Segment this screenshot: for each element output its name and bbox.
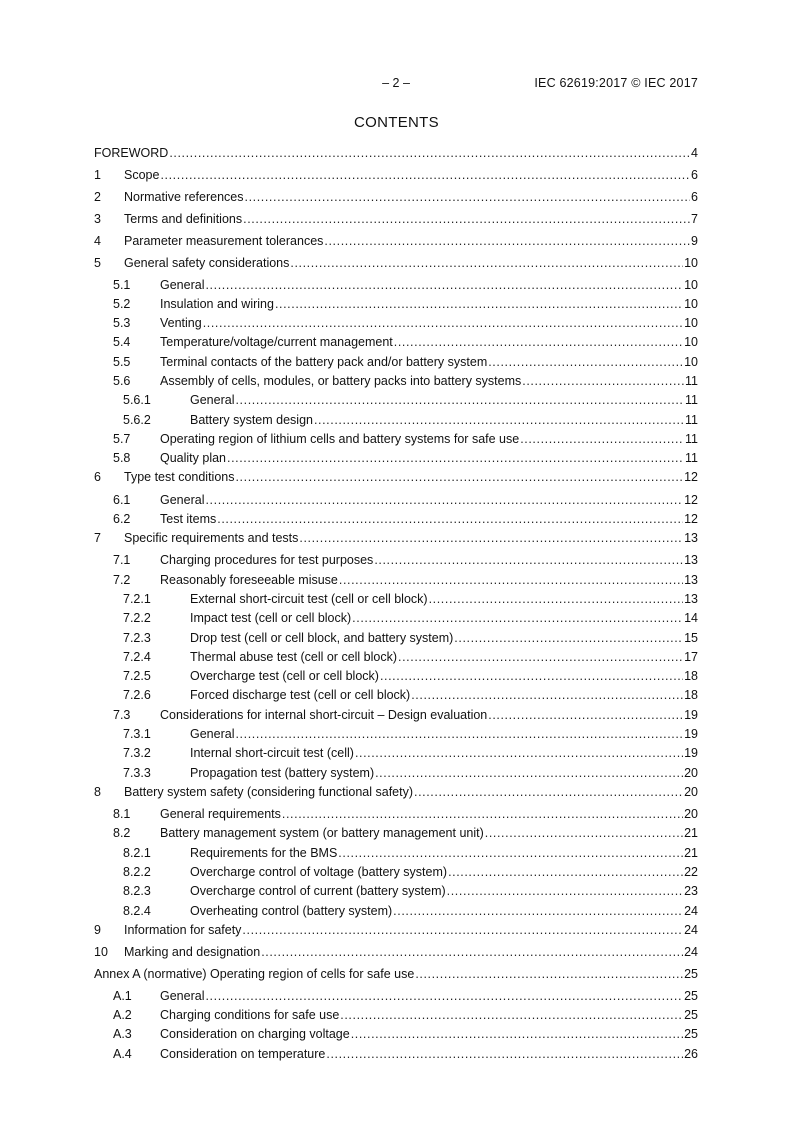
toc-leader-dots (261, 944, 683, 960)
toc-entry[interactable] (94, 450, 698, 466)
toc-entry-page: 13 (684, 592, 698, 606)
toc-leader-dots (245, 189, 691, 205)
toc-entry[interactable] (94, 825, 698, 841)
toc-entry[interactable] (94, 687, 698, 703)
toc-entry[interactable] (94, 145, 698, 161)
toc-entry-title: Impact test (cell or cell block) (190, 611, 352, 625)
toc-entry-page: 4 (691, 146, 698, 160)
toc-entry[interactable] (94, 354, 698, 370)
toc-entry[interactable] (94, 552, 698, 568)
toc-leader-dots (488, 707, 683, 723)
toc-entry-title: Overcharge control of voltage (battery system) (190, 865, 448, 879)
toc-entry-page: 10 (684, 316, 698, 330)
toc-leader-dots (275, 296, 683, 312)
toc-entry[interactable] (94, 315, 698, 331)
toc-entry-number: 10 (94, 945, 108, 959)
toc-entry-number: 8 (94, 785, 101, 799)
toc-leader-dots (205, 988, 683, 1004)
toc-entry-number: 2 (94, 190, 101, 204)
toc-entry-title: Insulation and wiring (160, 297, 274, 311)
toc-entry-number: 6.2 (113, 512, 131, 526)
toc-leader-dots (290, 255, 683, 271)
toc-entry-title: Temperature/voltage/current management (160, 335, 393, 349)
toc-entry-page: 21 (684, 846, 698, 860)
toc-entry-number: 8.2 (113, 826, 131, 840)
toc-entry-title: Overcharge control of current (battery system) (190, 884, 446, 898)
toc-entry-number: 6 (94, 470, 101, 484)
toc-entry-title: External short-circuit test (cell or cell block) (190, 592, 428, 606)
toc-entry-number: 7.2.5 (123, 669, 151, 683)
toc-leader-dots (351, 1026, 683, 1042)
toc-entry[interactable] (94, 630, 698, 646)
toc-entry-page: 15 (684, 631, 698, 645)
toc-entry-page: 18 (684, 669, 698, 683)
toc-entry-title: Propagation test (battery system) (190, 766, 375, 780)
toc-entry-page: 10 (684, 335, 698, 349)
toc-entry[interactable] (94, 668, 698, 684)
toc-leader-dots (415, 966, 683, 982)
toc-entry-number: 7.2.2 (123, 611, 151, 625)
toc-entry-title: General safety considerations (124, 256, 290, 270)
toc-entry-title: Normative references (124, 190, 244, 204)
toc-entry-number: 5.6.1 (123, 393, 151, 407)
toc-entry[interactable] (94, 255, 698, 271)
toc-entry-page: 11 (685, 432, 698, 446)
toc-entry-page: 20 (684, 807, 698, 821)
toc-entry-number: A.1 (113, 989, 132, 1003)
toc-leader-dots (380, 668, 683, 684)
toc-entry-number: 5.7 (113, 432, 131, 446)
toc-entry-title: Terms and definitions (124, 212, 243, 226)
toc-entry-number: 7.3.1 (123, 727, 151, 741)
toc-entry-page: 24 (684, 923, 698, 937)
toc-entry-page: 11 (685, 451, 698, 465)
toc-entry-number: 8.2.4 (123, 904, 151, 918)
toc-entry-page: 12 (684, 512, 698, 526)
toc-entry-title: Reasonably foreseeable misuse (160, 573, 338, 587)
toc-entry-number: 7.2.6 (123, 688, 151, 702)
toc-entry-page: 19 (684, 746, 698, 760)
toc-leader-dots (447, 883, 683, 899)
toc-entry-title: Quality plan (160, 451, 227, 465)
toc-leader-dots (205, 492, 683, 508)
toc-entry-title: General (160, 989, 205, 1003)
toc-entry-page: 17 (684, 650, 698, 664)
toc-entry-page: 6 (691, 168, 698, 182)
toc-entry-page: 12 (684, 493, 698, 507)
toc-entry-page: 11 (685, 413, 698, 427)
toc-entry-title: Operating region of lithium cells and battery systems for safe use (160, 432, 520, 446)
toc-entry-number: 4 (94, 234, 101, 248)
toc-entry-title: Consideration on charging voltage (160, 1027, 350, 1041)
toc-entry-title: FOREWORD (94, 146, 169, 160)
toc-entry-title: Terminal contacts of the battery pack and/or battery system (160, 355, 488, 369)
toc-entry-page: 14 (684, 611, 698, 625)
toc-entry-title: General requirements (160, 807, 281, 821)
toc-entry-page: 7 (691, 212, 698, 226)
page-title: CONTENTS (354, 114, 439, 131)
toc-entry-page: 6 (691, 190, 698, 204)
toc-entry-page: 24 (684, 945, 698, 959)
toc-entry-title: Overcharge test (cell or cell block) (190, 669, 379, 683)
toc-entry-title: General (160, 493, 205, 507)
toc-entry[interactable] (94, 373, 698, 389)
toc-entry-page: 18 (684, 688, 698, 702)
toc-leader-dots (326, 1046, 683, 1062)
toc-leader-dots (393, 903, 683, 919)
toc-entry-page: 10 (684, 355, 698, 369)
toc-entry-page: 10 (684, 256, 698, 270)
toc-entry-page: 10 (684, 278, 698, 292)
toc-entry-number: 5.6 (113, 374, 131, 388)
toc-leader-dots (352, 610, 683, 626)
toc-leader-dots (235, 392, 684, 408)
toc-entry[interactable] (94, 806, 698, 822)
toc-entry[interactable] (94, 864, 698, 880)
toc-entry-page: 13 (684, 531, 698, 545)
toc-entry[interactable] (94, 392, 698, 408)
toc-entry-title: Requirements for the BMS (190, 846, 338, 860)
toc-entry[interactable] (94, 167, 698, 183)
toc-entry[interactable] (94, 1007, 698, 1023)
toc-leader-dots (339, 572, 683, 588)
toc-leader-dots (324, 233, 690, 249)
toc-entry-page: 23 (684, 884, 698, 898)
toc-entry-number: 8.2.3 (123, 884, 151, 898)
toc-entry-number: 9 (94, 923, 101, 937)
toc-entry-page: 19 (684, 708, 698, 722)
toc-entry-page: 25 (684, 967, 698, 981)
toc-leader-dots (235, 726, 683, 742)
toc-entry-page: 12 (684, 470, 698, 484)
toc-entry[interactable] (94, 492, 698, 508)
toc-entry-page: 10 (684, 297, 698, 311)
toc-entry[interactable] (94, 745, 698, 761)
toc-entry-page: 24 (684, 904, 698, 918)
toc-entry[interactable] (94, 845, 698, 861)
toc-entry-page: 13 (684, 573, 698, 587)
toc-entry-title: Overheating control (battery system) (190, 904, 393, 918)
toc-entry-number: 8.2.1 (123, 846, 151, 860)
toc-leader-dots (203, 315, 683, 331)
toc-entry-page: 11 (685, 393, 698, 407)
toc-entry[interactable] (94, 431, 698, 447)
toc-leader-dots (485, 825, 683, 841)
toc-entry[interactable] (94, 1046, 698, 1062)
toc-entry[interactable] (94, 784, 698, 800)
toc-entry-number: 5.3 (113, 316, 131, 330)
toc-entry-number: 5.4 (113, 335, 131, 349)
toc-leader-dots (282, 806, 683, 822)
toc-leader-dots (454, 630, 683, 646)
toc-entry-number: 6.1 (113, 493, 131, 507)
toc-entry-number: 5.2 (113, 297, 131, 311)
toc-entry-number: 5 (94, 256, 101, 270)
toc-entry-title: Thermal abuse test (cell or cell block) (190, 650, 398, 664)
toc-entry-title: Consideration on temperature (160, 1047, 326, 1061)
toc-entry-page: 25 (684, 1008, 698, 1022)
toc-entry-page: 22 (684, 865, 698, 879)
toc-entry-title: Considerations for internal short-circuit – Design evaluation (160, 708, 488, 722)
toc-leader-dots (227, 450, 684, 466)
toc-entry-page: 25 (684, 1027, 698, 1041)
toc-entry-page: 9 (691, 234, 698, 248)
toc-entry-title: Charging procedures for test purposes (160, 553, 374, 567)
toc-leader-dots (242, 922, 683, 938)
page-number: – 2 – (382, 76, 410, 90)
toc-entry-title: Internal short-circuit test (cell) (190, 746, 354, 760)
toc-leader-dots (522, 373, 684, 389)
toc-leader-dots (448, 864, 683, 880)
toc-leader-dots (299, 530, 683, 546)
toc-entry-title: Battery management system (or battery management unit) (160, 826, 484, 840)
toc-entry-title: Information for safety (124, 923, 242, 937)
toc-entry-page: 19 (684, 727, 698, 741)
toc-entry[interactable] (94, 707, 698, 723)
toc-entry-title: General (160, 278, 205, 292)
toc-entry-number: 7.3.2 (123, 746, 151, 760)
toc-entry-number: 7.2 (113, 573, 131, 587)
toc-leader-dots (169, 145, 690, 161)
toc-entry[interactable] (94, 1026, 698, 1042)
toc-entry-page: 11 (685, 374, 698, 388)
toc-leader-dots (355, 745, 683, 761)
toc-entry[interactable] (94, 988, 698, 1004)
toc-entry-title: Drop test (cell or cell block, and battery system) (190, 631, 454, 645)
document-reference: IEC 62619:2017 © IEC 2017 (534, 76, 698, 90)
toc-entry-number: 7.3 (113, 708, 131, 722)
toc-entry[interactable] (94, 572, 698, 588)
toc-leader-dots (340, 1007, 683, 1023)
toc-entry-number: 5.1 (113, 278, 131, 292)
toc-entry-page: 20 (684, 785, 698, 799)
toc-entry-number: 8.2.2 (123, 865, 151, 879)
toc-entry-title: Annex A (normative) Operating region of cells for safe use (94, 967, 415, 981)
toc-entry-page: 20 (684, 766, 698, 780)
toc-entry[interactable] (94, 530, 698, 546)
toc-leader-dots (414, 784, 683, 800)
toc-entry[interactable] (94, 591, 698, 607)
toc-entry-title: Specific requirements and tests (124, 531, 299, 545)
toc-entry-number: 7.2.1 (123, 592, 151, 606)
toc-entry-number: 1 (94, 168, 101, 182)
toc-leader-dots (429, 591, 684, 607)
toc-leader-dots (374, 552, 683, 568)
toc-entry-page: 25 (684, 989, 698, 1003)
toc-leader-dots (338, 845, 683, 861)
toc-entry-title: Parameter measurement tolerances (124, 234, 324, 248)
toc-leader-dots (205, 277, 683, 293)
toc-entry-title: Test items (160, 512, 217, 526)
toc-leader-dots (375, 765, 683, 781)
toc-entry-title: Scope (124, 168, 160, 182)
toc-entry-title: Type test conditions (124, 470, 235, 484)
toc-entry-page: 26 (684, 1047, 698, 1061)
toc-entry-title: Battery system design (190, 413, 313, 427)
toc-entry[interactable] (94, 211, 698, 227)
toc-entry-title: Charging conditions for safe use (160, 1008, 340, 1022)
toc-leader-dots (314, 412, 684, 428)
toc-entry[interactable] (94, 610, 698, 626)
toc-entry-title: Venting (160, 316, 202, 330)
toc-entry[interactable] (94, 511, 698, 527)
toc-entry-number: 7.3.3 (123, 766, 151, 780)
toc-entry-number: 7.2.4 (123, 650, 151, 664)
toc-entry-page: 13 (684, 553, 698, 567)
toc-leader-dots (411, 687, 683, 703)
toc-entry-number: A.2 (113, 1008, 132, 1022)
toc-entry-title: General (190, 393, 235, 407)
toc-entry-number: A.3 (113, 1027, 132, 1041)
toc-entry-title: General (190, 727, 235, 741)
toc-entry-number: 3 (94, 212, 101, 226)
toc-entry[interactable] (94, 944, 698, 960)
toc-entry-number: 7.2.3 (123, 631, 151, 645)
toc-entry[interactable] (94, 334, 698, 350)
toc-entry-number: 5.6.2 (123, 413, 151, 427)
toc-leader-dots (160, 167, 690, 183)
toc-entry[interactable] (94, 726, 698, 742)
toc-entry-title: Assembly of cells, modules, or battery packs into battery systems (160, 374, 522, 388)
toc-entry[interactable] (94, 296, 698, 312)
toc-leader-dots (520, 431, 684, 447)
toc-entry[interactable] (94, 277, 698, 293)
toc-entry[interactable] (94, 412, 698, 428)
toc-leader-dots (217, 511, 683, 527)
toc-entry[interactable] (94, 922, 698, 938)
toc-entry-number: A.4 (113, 1047, 132, 1061)
toc-entry[interactable] (94, 903, 698, 919)
toc-entry-number: 8.1 (113, 807, 131, 821)
toc-entry-title: Forced discharge test (cell or cell block) (190, 688, 411, 702)
toc-entry-number: 5.5 (113, 355, 131, 369)
toc-leader-dots (488, 354, 683, 370)
toc-entry[interactable] (94, 649, 698, 665)
toc-entry-page: 21 (684, 826, 698, 840)
toc-leader-dots (398, 649, 683, 665)
toc-entry-number: 7 (94, 531, 101, 545)
toc-entry[interactable] (94, 233, 698, 249)
toc-entry[interactable] (94, 189, 698, 205)
toc-entry[interactable] (94, 469, 698, 485)
toc-entry[interactable] (94, 765, 698, 781)
toc-entry-number: 7.1 (113, 553, 131, 567)
toc-entry-title: Marking and designation (124, 945, 261, 959)
toc-entry-number: 5.8 (113, 451, 131, 465)
toc-leader-dots (243, 211, 690, 227)
toc-entry[interactable] (94, 883, 698, 899)
toc-entry-annex[interactable] (94, 966, 698, 982)
toc-leader-dots (235, 469, 683, 485)
toc-entry-title: Battery system safety (considering functional safety) (124, 785, 414, 799)
toc-leader-dots (394, 334, 683, 350)
